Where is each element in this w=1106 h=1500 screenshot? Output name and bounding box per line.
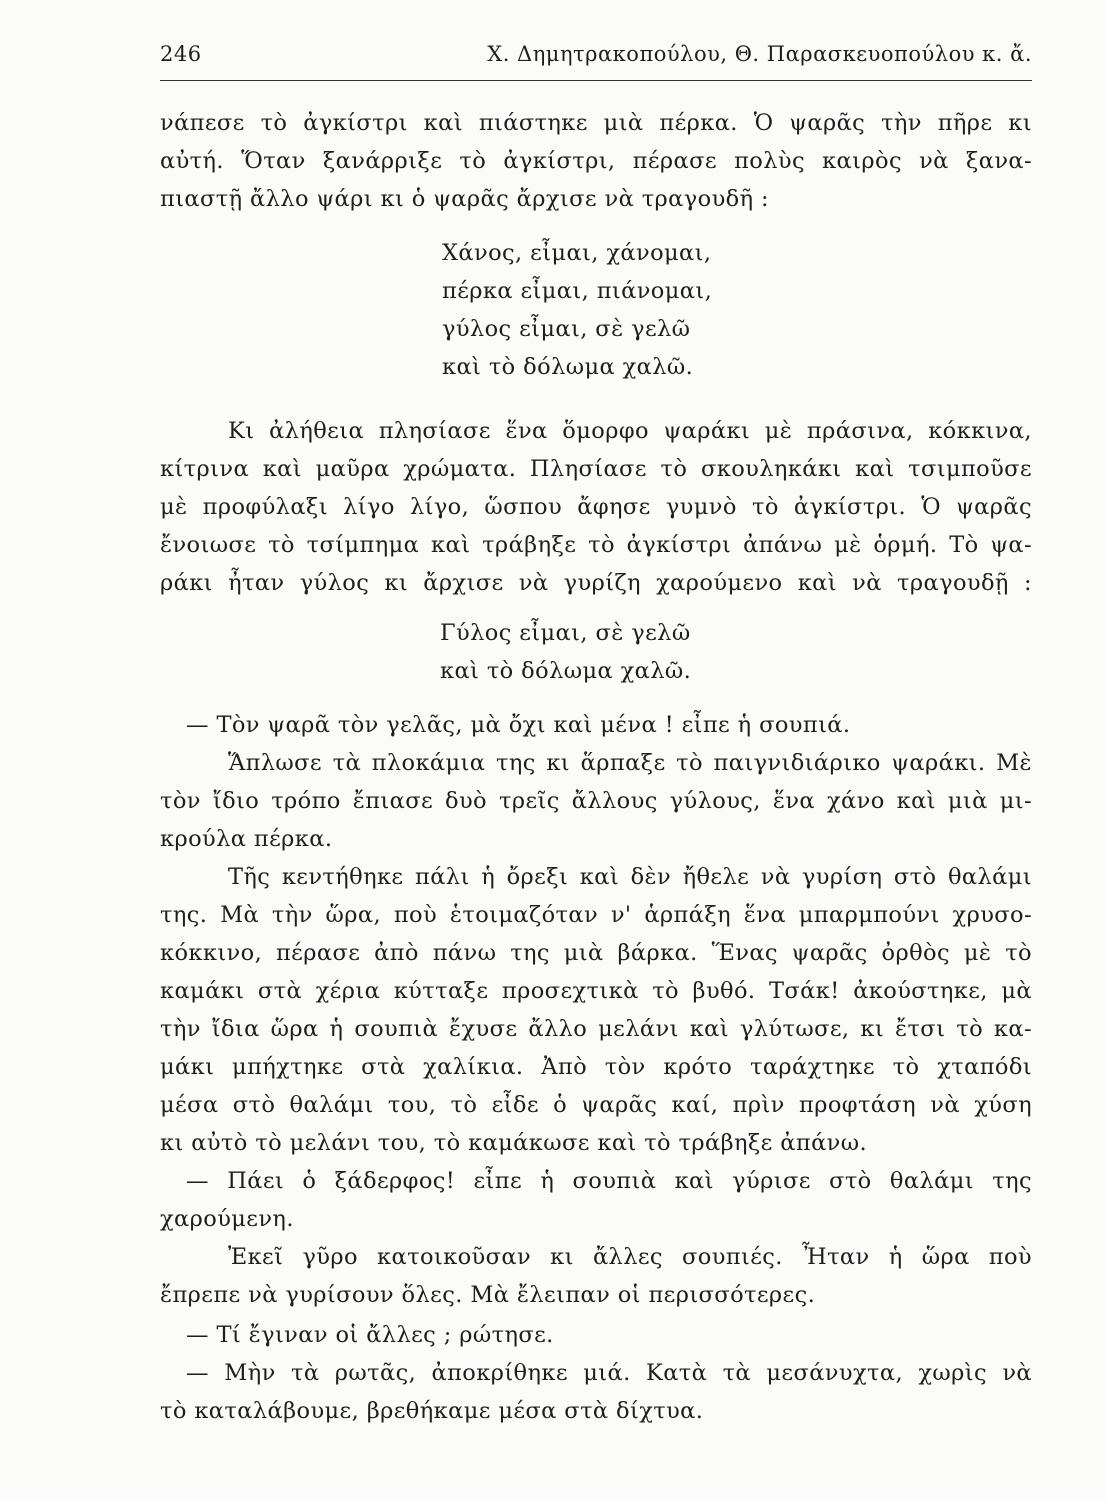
verse-line: καὶ τὸ δόλωμα χαλῶ.	[442, 354, 694, 380]
header-rule	[160, 80, 1032, 81]
text-line: Ἅπλωσε τὰ πλοκάμια της κι ἅρπαξε τὸ παιγνιδιάρικο ψαράκι. Μὲ	[228, 750, 1032, 776]
dialogue-line: — Πάει ὁ ξάδερφος! εἶπε ἡ σουπιὰ καὶ γύρισε στὸ θαλάμι της	[186, 1168, 1032, 1194]
verse-line: Χάνος, εἶμαι, χάνομαι,	[442, 240, 712, 266]
dialogue-line: τὸ καταλάβουμε, βρεθήκαμε μέσα στὰ δίχτυα.	[160, 1398, 704, 1424]
dialogue-line: — Τὸν ψαρᾶ τὸν γελᾶς, μὰ ὄχι καὶ μένα ! εἶπε ἡ σουπιά.	[186, 712, 851, 738]
verse-line: Γύλος εἶμαι, σὲ γελῶ	[440, 620, 691, 646]
text-line: καμάκι στὰ χέρια κύτταξε προσεχτικὰ τὸ βυθό. Τσάκ! ἀκούστηκε, μὰ	[160, 978, 1032, 1004]
verse-line: γύλος εἶμαι, σὲ γελῶ	[442, 316, 691, 342]
verse-line: καὶ τὸ δόλωμα χαλῶ.	[440, 658, 692, 684]
text-line: μέσα στὸ θαλάμι του, τὸ εἶδε ὁ ψαρᾶς καί, πρὶν προφτάση νὰ χύση	[160, 1092, 1032, 1118]
text-line: κρούλα πέρκα.	[160, 826, 333, 852]
text-line: νάπεσε τὸ ἀγκίστρι καὶ πιάστηκε μιὰ πέρκα. Ὁ ψαρᾶς τὴν πῆρε κι	[160, 110, 1032, 136]
verse-line: πέρκα εἶμαι, πιάνομαι,	[442, 278, 713, 304]
text-line: Ἐκεῖ γῦρο κατοικοῦσαν κι ἄλλες σουπιές. Ἦταν ἡ ὥρα ποὺ	[228, 1244, 1032, 1270]
dialogue-line: — Μὴν τὰ ρωτᾶς, ἀποκρίθηκε μιά. Κατὰ τὰ μεσάνυχτα, χωρὶς νὰ	[186, 1360, 1032, 1386]
text-line: τὴν ἴδια ὥρα ἡ σουπιὰ ἔχυσε ἄλλο μελάνι καὶ γλύτωσε, κι ἔτσι τὸ κα-	[160, 1016, 1032, 1042]
text-line: κόκκινο, πέρασε ἀπὸ πάνω της μιὰ βάρκα. Ἕνας ψαρᾶς ὀρθὸς μὲ τὸ	[160, 940, 1032, 966]
text-line: μὲ προφύλαξι λίγο λίγο, ὥσπου ἄφησε γυμνὸ τὸ ἀγκίστρι. Ὁ ψαρᾶς	[160, 494, 1032, 520]
text-line: Τῆς κεντήθηκε πάλι ἡ ὄρεξι καὶ δὲν ἤθελε νὰ γυρίση στὸ θαλάμι	[228, 864, 1032, 890]
text-line: ἔπρεπε νὰ γυρίσουν ὅλες. Μὰ ἔλειπαν οἱ περισσότερες.	[160, 1282, 816, 1308]
text-line: κίτρινα καὶ μαῦρα χρώματα. Πλησίασε τὸ σκουληκάκι καὶ τσιμποῦσε	[160, 456, 1032, 482]
page-number: 246	[160, 42, 202, 66]
text-line: πιαστῇ ἄλλο ψάρι κι ὁ ψαρᾶς ἄρχισε νὰ τραγουδῆ :	[160, 186, 770, 212]
text-line: ἔνοιωσε τὸ τσίμπημα καὶ τράβηξε τὸ ἀγκίστρι ἀπάνω μὲ ὁρμή. Τὸ ψα-	[160, 532, 1032, 558]
text-line: της. Μὰ τὴν ὥρα, ποὺ ἑτοιμαζόταν ν' ἁρπάξη ἕνα μπαρμπούνι χρυσο-	[160, 902, 1032, 928]
page-header	[160, 42, 1032, 76]
text-line: ράκι ἦταν γύλος κι ἄρχισε νὰ γυρίζη χαρούμενο καὶ νὰ τραγουδῇ :	[160, 570, 1032, 596]
text-line: Κι ἀλήθεια πλησίασε ἕνα ὅμορφο ψαράκι μὲ πράσινα, κόκκινα,	[228, 418, 1032, 444]
text-line: κι αὐτὸ τὸ μελάνι του, τὸ καμάκωσε καὶ τὸ τράβηξε ἀπάνω.	[160, 1130, 868, 1156]
text-line: τὸν ἴδιο τρόπο ἔπιασε δυὸ τρεῖς ἄλλους γύλους, ἕνα χάνο καὶ μιὰ μι-	[160, 788, 1032, 814]
text-line: μάκι μπήχτηκε στὰ χαλίκια. Ἀπὸ τὸν κρότο ταράχτηκε τὸ χταπόδι	[160, 1054, 1032, 1080]
running-head: Χ. Δημητρακοπούλου, Θ. Παρασκευοπούλου κ. ἄ.	[487, 42, 1032, 66]
dialogue-line: χαρούμενη.	[160, 1206, 294, 1232]
dialogue-line: — Τί ἔγιναν οἱ ἄλλες ; ρώτησε.	[186, 1322, 554, 1348]
text-line: αὐτή. Ὅταν ξανάρριξε τὸ ἀγκίστρι, πέρασε πολὺς καιρὸς νὰ ξανα-	[160, 148, 1032, 174]
